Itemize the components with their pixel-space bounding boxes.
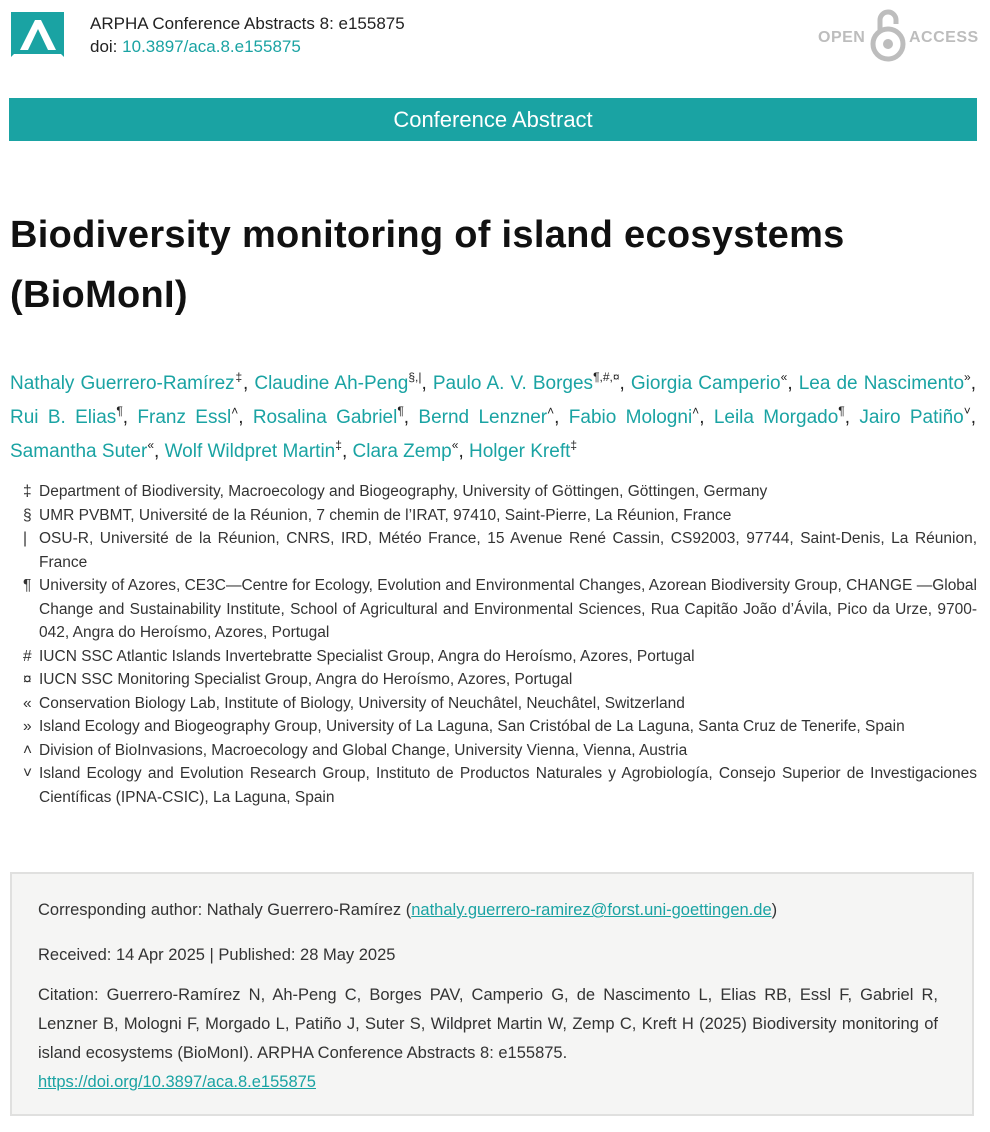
author-separator: , [699,407,714,428]
affiliation-item [23,645,977,669]
affiliation-text: Division of BioInvasions, Macroecology and Global Change, University Vienna, Vienna, Austria [39,741,688,759]
affiliation-text: UMR PVBMT, Université de la Réunion, 7 chemin de l’IRAT, 97410, Saint-Pierre, La Réunion, France [39,506,732,524]
author-name[interactable]: Leila Morgado [713,407,839,428]
article-info-box [10,872,974,1116]
citation-doi-link[interactable]: https://doi.org/10.3897/aca.8.e155875 [38,1073,316,1091]
author-separator: , [122,407,138,428]
author-list [10,367,976,469]
author-separator: , [619,373,631,394]
affiliation-text: Island Ecology and Biogeography Group, University of La Laguna, San Cristóbal de La Laguna, Santa Cruz de Tenerife, Spain [39,718,905,735]
affiliation-list [23,480,977,809]
page-header [0,0,990,90]
affiliation-text: Department of Biodiversity, Macroecology and Biogeography, University of Göttingen, Göttingen, Germany [39,483,768,500]
author-affiliation-mark: ¶ [116,404,123,418]
journal-info [90,12,405,58]
author-name[interactable]: Giorgia Camperio [630,373,781,394]
open-label: OPEN [818,29,866,46]
author-affiliation-mark: ‡ [335,438,342,452]
author-name[interactable]: Holger Kreft [469,441,571,462]
affiliation-text: University of Azores, CE3C—Centre for Ecology, Evolution and Environmental Changes, Azorean Biodiversity Group, CHANGE —Global Change and Sustainability Institute, School of Agricultural and Environmental Sciences, Rua Capitão João d’Ávila, Pico da Urze, 9700-042, Angra do Heroísmo, Azores, Portugal [39,577,977,641]
author-name[interactable]: Samantha Suter [10,441,148,462]
author-separator: , [403,407,419,428]
author-separator: , [970,407,977,428]
citation [38,981,938,1097]
affiliation-mark: | [23,530,28,547]
author-name[interactable]: Rui B. Elias [10,407,117,428]
author-affiliation-mark: » [964,370,971,384]
corresponding-email-link[interactable]: nathaly.guerrero-ramirez@forst.uni-goettingen.de [411,901,772,919]
author-name[interactable]: Clara Zemp [352,441,452,462]
author-name[interactable]: Jairo Patiño [859,407,964,428]
author-affiliation-mark: ¶ [397,404,404,418]
author-affiliation-mark: ˅ [963,404,971,418]
author-name[interactable]: Claudine Ah-Peng [254,373,409,394]
affiliation-item [23,692,977,716]
affiliation-item [23,504,977,528]
author-separator: , [421,373,433,394]
title-line-2: (BioMonI) [10,274,188,316]
affiliation-mark: # [23,647,32,665]
author-affiliation-mark: §,| [408,370,422,384]
corresponding-suffix: ) [771,901,778,919]
affiliation-item [23,762,977,809]
affiliation-mark: ‡ [23,483,32,500]
open-access-badge [818,6,978,64]
doi-line [90,35,405,58]
author-name[interactable]: Paulo A. V. Borges [432,373,594,394]
author-affiliation-mark: ˄ [692,404,700,418]
affiliation-text: Conservation Biology Lab, Institute of Biology, University of Neuchâtel, Neuchâtel, Switzerland [39,694,685,712]
author-affiliation-mark: ‡ [570,438,578,452]
author-affiliation-mark: « [451,438,459,452]
affiliation-mark: ¤ [23,671,32,688]
author-separator: , [458,441,469,462]
title-line-1: Biodiversity monitoring of island ecosystems [10,214,845,256]
article-title [10,205,930,325]
affiliation-item [23,574,977,645]
author-affiliation-mark: ‡ [234,370,243,384]
affiliation-item [23,480,977,504]
journal-citation: ARPHA Conference Abstracts 8: e155875 [90,14,405,33]
author-separator: , [238,407,253,428]
affiliation-mark: § [23,506,32,524]
author-separator: , [154,441,165,462]
author-affiliation-mark: ˄ [231,404,239,418]
author-separator: , [970,373,976,394]
author-separator: , [341,441,353,462]
author-name[interactable]: Rosalina Gabriel [252,407,398,428]
author-name[interactable]: Nathaly Guerrero-Ramírez [10,373,235,394]
access-label: ACCESS [909,29,979,46]
affiliation-mark: ¶ [23,577,32,594]
author-affiliation-mark: ¶ [838,404,845,418]
author-affiliation-mark: ¶,#,¤ [593,370,620,384]
affiliation-item [23,715,977,739]
author-name[interactable]: Bernd Lenzner [418,407,548,428]
doi-link[interactable]: 10.3897/aca.8.e155875 [122,37,301,56]
author-affiliation-mark: ˄ [547,404,555,418]
author-name[interactable]: Franz Essl [137,407,232,428]
author-name[interactable]: Wolf Wildpret Martin [164,441,336,462]
author-separator: , [787,373,799,394]
doi-label: doi: [90,37,118,56]
affiliation-text: IUCN SSC Atlantic Islands Invertebratte Specialist Group, Angra do Heroísmo, Azores, Portugal [39,647,695,665]
affiliation-item [23,527,977,574]
affiliation-mark: ˄ [23,741,33,759]
dates: Received: 14 Apr 2025 | Published: 28 May 2025 [38,946,396,964]
arpha-logo-icon [11,12,64,57]
citation-text: Citation: Guerrero-Ramírez N, Ah-Peng C, Borges PAV, Camperio G, de Nascimento L, Elias RB, Essl F, Gabriel R, Lenzner B, Mologni F, Morgado L, Patiño J, Suter S, Wildpret Martin W, Zemp C, Kreft H (2025) Biodiversity monitoring of island ecosystems (BioMonI). ARPHA Conference Abstracts 8: e155875. [38,986,938,1062]
affiliation-text: OSU-R, Université de la Réunion, CNRS, IRD, Météo France, 15 Avenue René Cassin, CS92003, 97744, Saint-Denis, La Réunion, France [39,530,977,571]
affiliation-item [23,668,977,692]
corresponding-prefix: Corresponding author: Nathaly Guerrero-Ramírez ( [38,901,412,919]
author-affiliation-mark: « [780,370,788,384]
affiliation-mark: « [23,694,32,712]
open-access-lock-icon [870,6,906,64]
author-name[interactable]: Fabio Mologni [568,407,693,428]
affiliation-mark: » [23,718,32,735]
affiliation-item [23,739,977,763]
affiliation-text: Island Ecology and Evolution Research Group, Instituto de Productos Naturales y Agrobiología, Consejo Superior de Investigaciones Científicas (IPNA-CSIC), La Laguna, Spain [39,765,977,806]
author-separator: , [242,373,255,394]
article-type-banner: Conference Abstract [9,98,977,141]
author-separator: , [554,407,569,428]
affiliation-text: IUCN SSC Monitoring Specialist Group, Angra do Heroísmo, Azores, Portugal [39,671,573,688]
corresponding-author [38,896,938,925]
affiliation-mark: ˅ [23,765,33,782]
author-name[interactable]: Lea de Nascimento [798,373,965,394]
author-separator: , [844,407,860,428]
author-affiliation-mark: « [147,438,154,452]
